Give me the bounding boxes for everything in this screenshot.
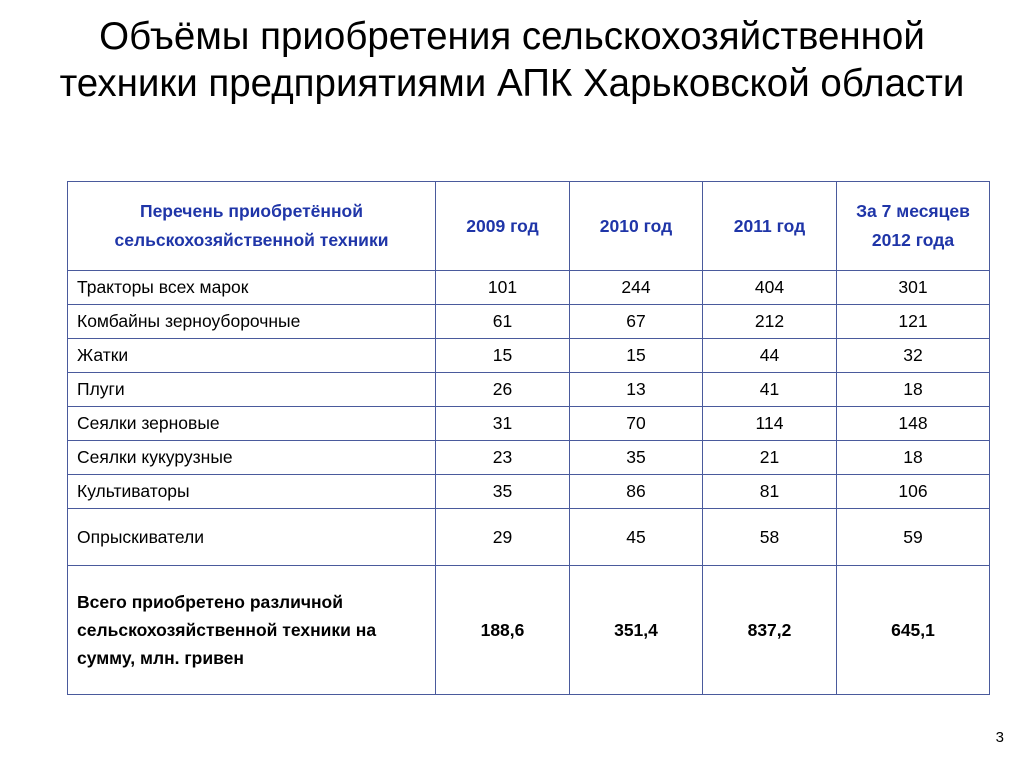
row-label: Жатки (68, 339, 436, 373)
cell-2010: 35 (570, 441, 703, 475)
cell-2009: 15 (436, 339, 570, 373)
cell-2012: 106 (837, 475, 990, 509)
row-label: Комбайны зерноуборочные (68, 305, 436, 339)
table-row (68, 509, 990, 566)
table-row (68, 407, 990, 441)
cell-2011: 58 (703, 509, 837, 566)
page-number: 3 (995, 729, 1004, 746)
table-row (68, 441, 990, 475)
table-header-row (68, 182, 990, 271)
row-label: Опрыскиватели (68, 509, 436, 566)
header-equipment-list: Перечень приобретённой сельскохозяйственной техники (68, 182, 436, 271)
table-row (68, 339, 990, 373)
table-row (68, 373, 990, 407)
cell-2011: 44 (703, 339, 837, 373)
total-2011: 837,2 (703, 566, 837, 695)
cell-2009: 35 (436, 475, 570, 509)
table-row (68, 475, 990, 509)
cell-2012: 18 (837, 441, 990, 475)
total-label: Всего приобретено различной сельскохозяйственной техники на сумму, млн. гривен (68, 566, 436, 695)
cell-2010: 67 (570, 305, 703, 339)
cell-2009: 29 (436, 509, 570, 566)
table-row (68, 305, 990, 339)
row-label: Плуги (68, 373, 436, 407)
cell-2011: 404 (703, 271, 837, 305)
cell-2009: 23 (436, 441, 570, 475)
header-year-2010: 2010 год (570, 182, 703, 271)
cell-2012: 18 (837, 373, 990, 407)
cell-2011: 41 (703, 373, 837, 407)
cell-2011: 114 (703, 407, 837, 441)
header-year-2011: 2011 год (703, 182, 837, 271)
total-2009: 188,6 (436, 566, 570, 695)
row-label: Культиваторы (68, 475, 436, 509)
row-label: Тракторы всех марок (68, 271, 436, 305)
cell-2010: 86 (570, 475, 703, 509)
row-label: Сеялки зерновые (68, 407, 436, 441)
total-2012: 645,1 (837, 566, 990, 695)
header-7-months-2012: За 7 месяцев 2012 года (837, 182, 990, 271)
cell-2012: 59 (837, 509, 990, 566)
cell-2012: 148 (837, 407, 990, 441)
total-2010: 351,4 (570, 566, 703, 695)
table-row (68, 271, 990, 305)
cell-2010: 15 (570, 339, 703, 373)
header-year-2009: 2009 год (436, 182, 570, 271)
cell-2012: 32 (837, 339, 990, 373)
cell-2011: 81 (703, 475, 837, 509)
cell-2010: 244 (570, 271, 703, 305)
cell-2012: 301 (837, 271, 990, 305)
cell-2009: 61 (436, 305, 570, 339)
cell-2010: 13 (570, 373, 703, 407)
total-row (68, 566, 990, 695)
equipment-table (67, 181, 990, 695)
cell-2009: 101 (436, 271, 570, 305)
cell-2009: 31 (436, 407, 570, 441)
cell-2012: 121 (837, 305, 990, 339)
row-label: Сеялки кукурузные (68, 441, 436, 475)
cell-2009: 26 (436, 373, 570, 407)
cell-2010: 70 (570, 407, 703, 441)
cell-2011: 212 (703, 305, 837, 339)
cell-2010: 45 (570, 509, 703, 566)
cell-2011: 21 (703, 441, 837, 475)
slide-title: Объёмы приобретения сельскохозяйственной техники предприятиями АПК Харьковской области (59, 15, 965, 105)
